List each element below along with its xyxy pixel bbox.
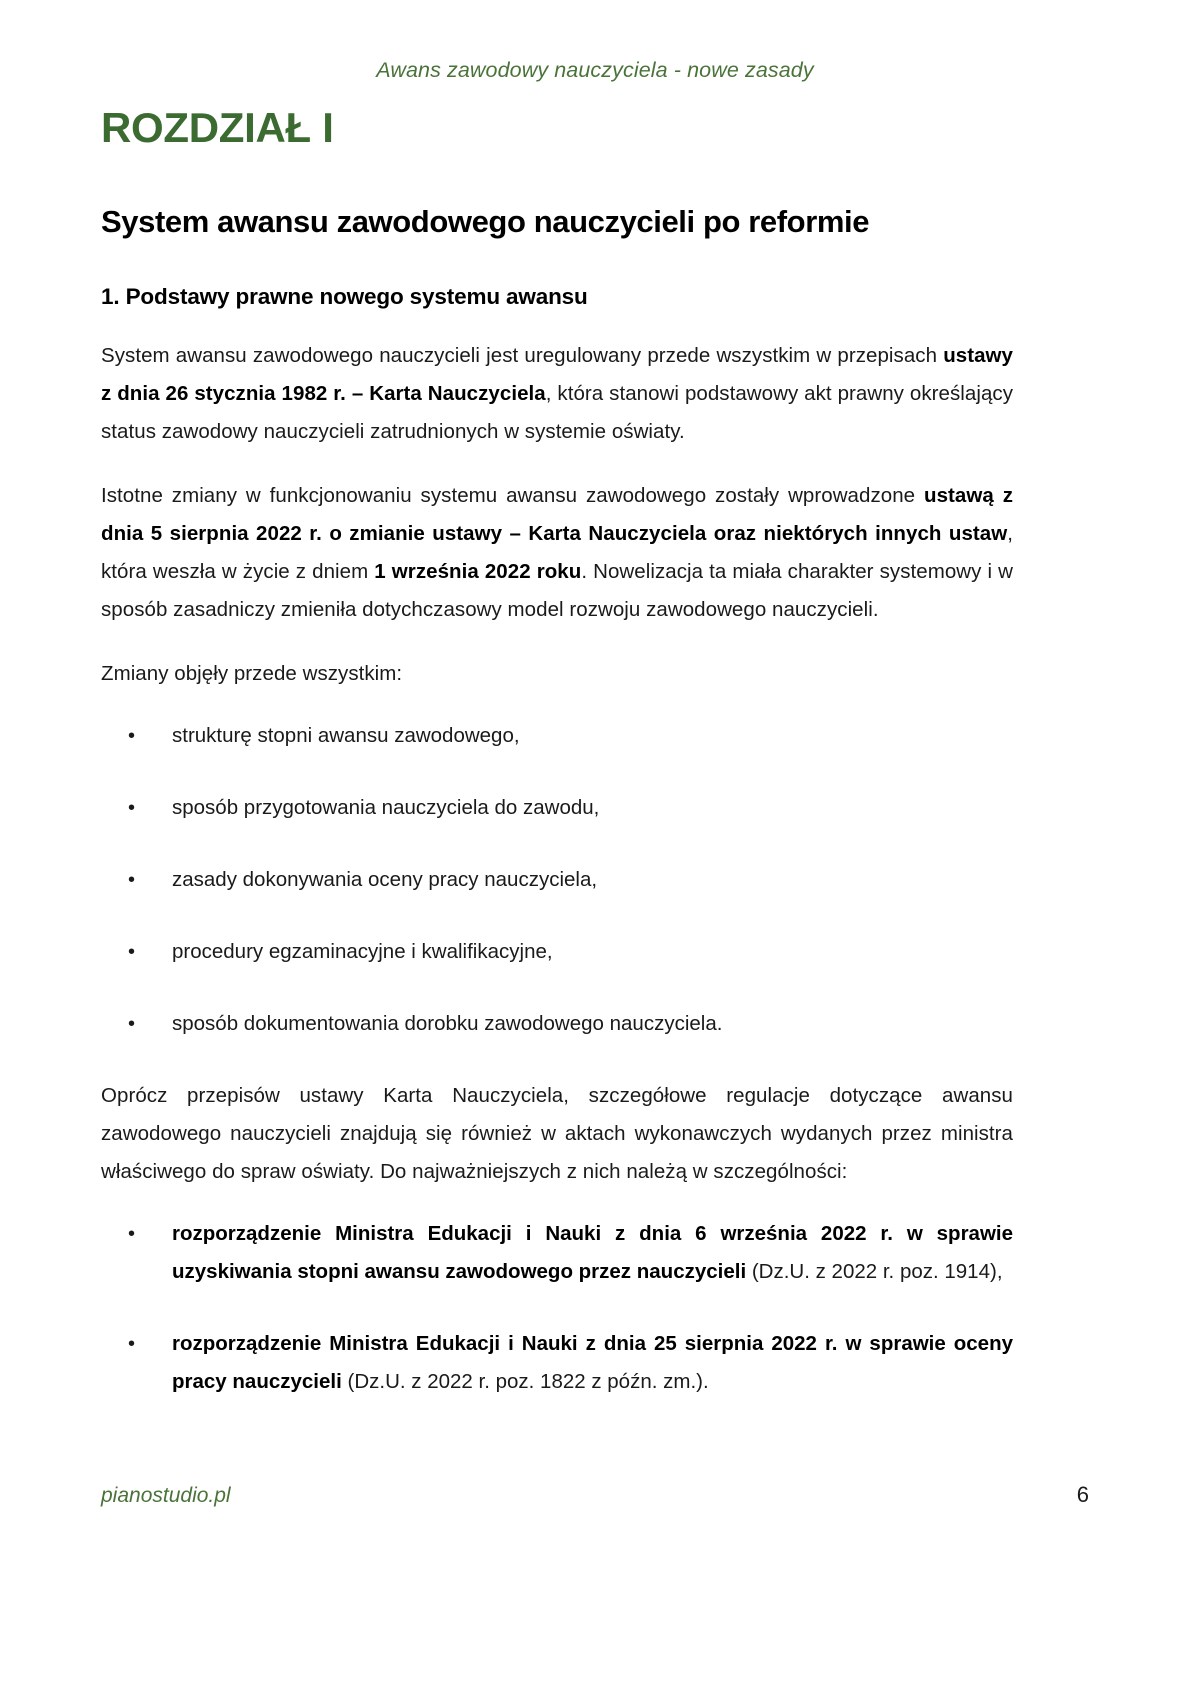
paragraph-text-segment: . Nowelizacja ta miała charakter systemowy i w sposób zasadniczy zmieniła dotychczasowy model rozwoju zawodowego nauczycieli. — [101, 560, 1013, 622]
list-item-bold-label: rozporządzenie Ministra Edukacji i Nauki z dnia 6 września 2022 r. w sprawie uzyskiwania stopni awansu zawodowego przez nauczycieli — [172, 1222, 1013, 1284]
list-item — [101, 933, 1013, 971]
paragraph-executive-acts: Oprócz przepisów ustawy Karta Nauczyciela, szczegółowe regulacje dotyczące awansu zawodowego nauczycieli znajdują się również w aktach wykonawczych wydanych przez ministra właściwego do spraw oświaty. Do najważniejszych z nich należą w szczególności: — [101, 1084, 1013, 1184]
paragraph-text-segment: System awansu zawodowego nauczycieli jest uregulowany przede wszystkim w przepisach — [101, 344, 944, 368]
page-footer — [101, 1482, 1089, 1508]
list-item-label: strukturę stopni awansu zawodowego, — [172, 724, 520, 748]
list-item-label: procedury egzaminacyjne i kwalifikacyjne, — [172, 940, 553, 964]
list-item-citation: (Dz.U. z 2022 r. poz. 1822 z późn. zm.). — [341, 1370, 709, 1394]
subsection-title: 1. Podstawy prawne nowego systemu awansu — [101, 284, 588, 310]
list-regulations — [101, 1215, 1013, 1401]
footer-page-number: 6 — [1076, 1482, 1089, 1507]
bullet-icon: • — [128, 1333, 136, 1356]
bullet-icon: • — [128, 1013, 136, 1036]
bullet-icon: • — [128, 725, 136, 748]
list-item — [101, 1005, 1013, 1043]
bullet-icon: • — [128, 941, 136, 964]
list-item — [101, 1325, 1013, 1401]
list-changes — [101, 717, 1013, 1043]
footer-site-label: pianostudio.pl — [101, 1484, 231, 1507]
list-item-label: sposób przygotowania nauczyciela do zawodu, — [172, 796, 600, 820]
paragraph-text-segment: , która stanowi podstawowy akt prawny określający status zawodowy nauczycieli zatrudnionych w systemie oświaty. — [101, 382, 1013, 444]
paragraph-bold-segment: 1 września 2022 roku — [374, 560, 582, 584]
chapter-title: ROZDZIAŁ I — [101, 104, 334, 151]
paragraph-amendment — [101, 477, 1013, 629]
running-header: Awans zawodowy nauczyciela - nowe zasady — [376, 58, 814, 82]
paragraph-bold-segment: ustawą z dnia 5 sierpnia 2022 r. o zmianie ustawy – Karta Nauczyciela oraz niektórych innych ustaw — [101, 484, 1014, 546]
paragraph-bold-segment: ustawy z dnia 26 stycznia 1982 r. – Karta Nauczyciela — [101, 344, 1013, 406]
paragraph-changes-intro: Zmiany objęły przede wszystkim: — [101, 662, 403, 686]
page-content — [101, 104, 1013, 1435]
list-item-label: zasady dokonywania oceny pracy nauczyciela, — [172, 868, 598, 892]
list-item-citation: (Dz.U. z 2022 r. poz. 1914), — [746, 1260, 1003, 1284]
section-title: System awansu zawodowego nauczycieli po reformie — [101, 204, 870, 240]
paragraph-text-segment: , która weszła w życie z dniem — [101, 522, 1013, 584]
bullet-icon: • — [128, 1223, 136, 1246]
list-item — [101, 789, 1013, 827]
bullet-icon: • — [128, 797, 136, 820]
list-item-bold-label: rozporządzenie Ministra Edukacji i Nauki z dnia 25 sierpnia 2022 r. w sprawie oceny pracy nauczycieli — [172, 1332, 1013, 1394]
paragraph-legal-basis — [101, 337, 1013, 451]
list-item — [101, 861, 1013, 899]
paragraph-text-segment: Istotne zmiany w funkcjonowaniu systemu awansu zawodowego zostały wprowadzone — [101, 484, 925, 508]
list-item-label: sposób dokumentowania dorobku zawodowego nauczyciela. — [172, 1012, 723, 1036]
bullet-icon: • — [128, 869, 136, 892]
list-item — [101, 717, 1013, 755]
list-item — [101, 1215, 1013, 1291]
